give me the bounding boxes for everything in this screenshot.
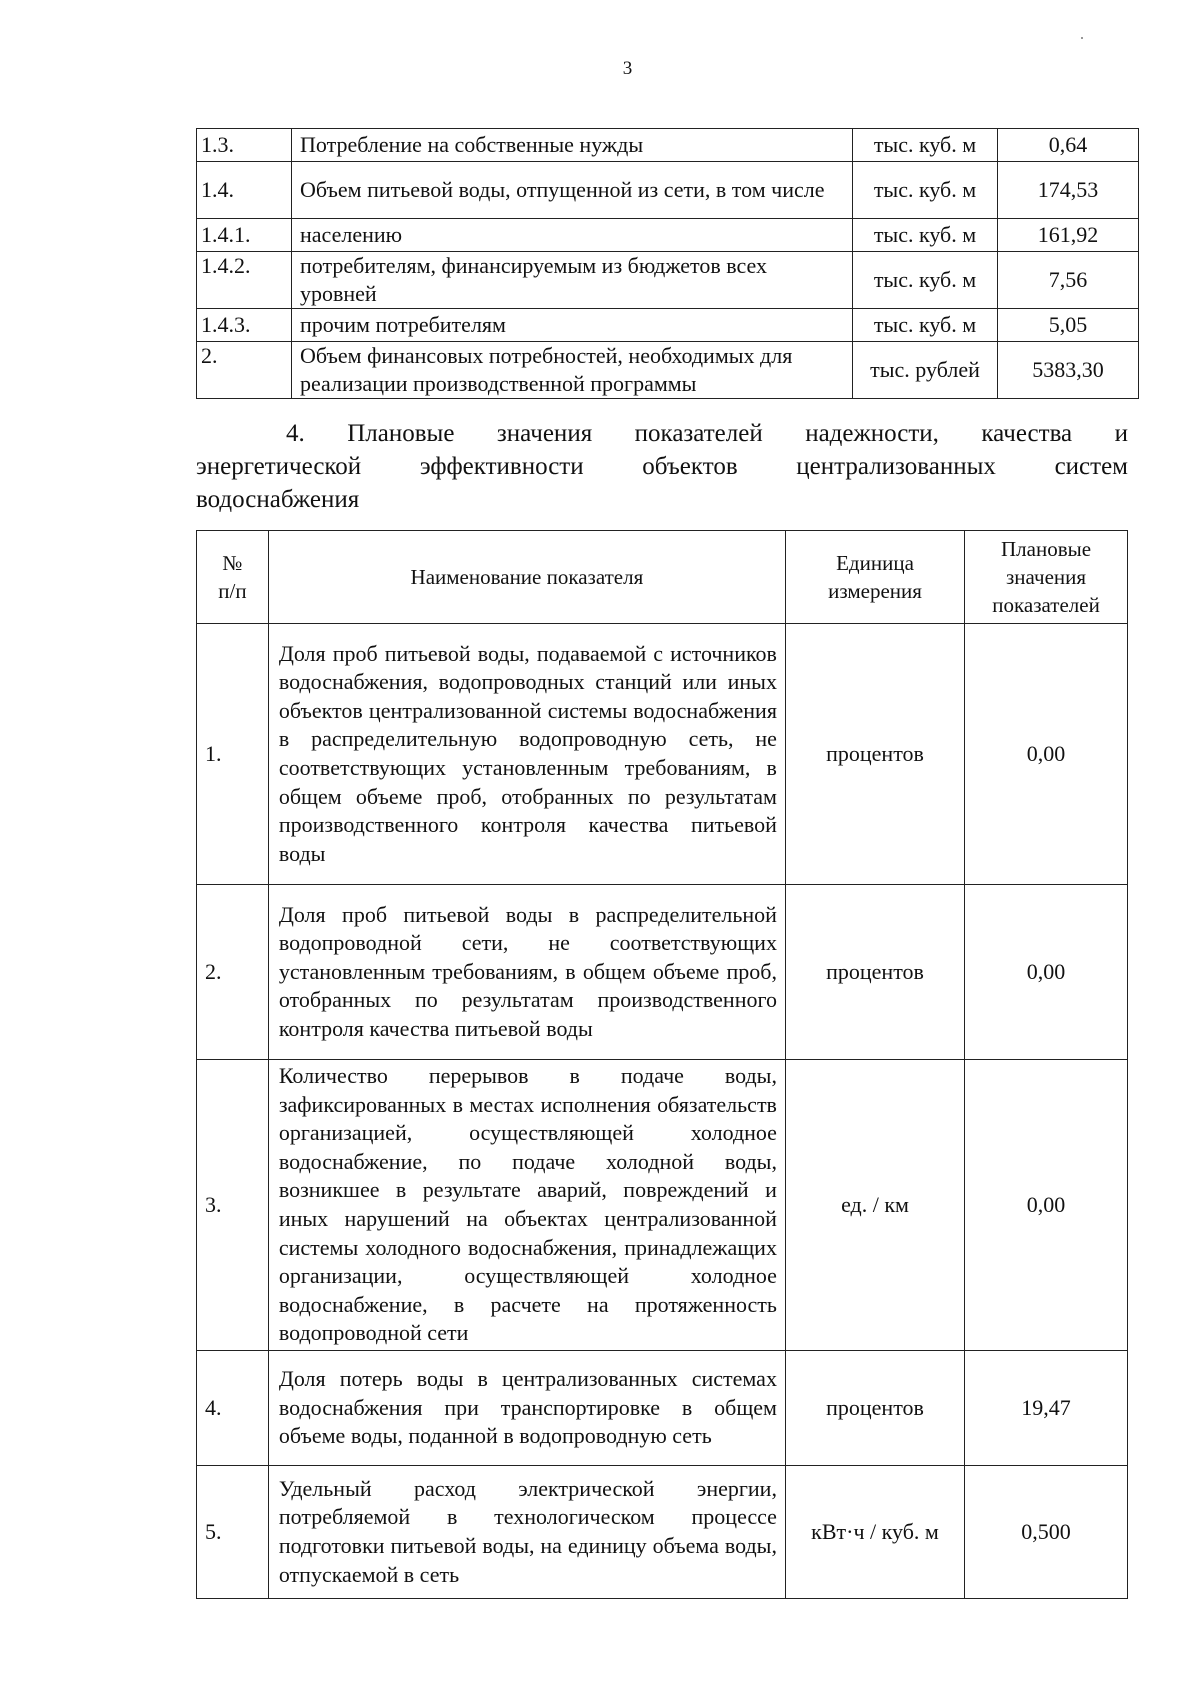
row-unit: тыс. куб. м bbox=[853, 252, 998, 309]
table-row bbox=[197, 342, 1139, 399]
row-number: 1.4. bbox=[197, 162, 292, 219]
row-name: потребителям, финансируемым из бюджетов всех уровней bbox=[292, 252, 853, 309]
row-value: 0,00 bbox=[965, 885, 1128, 1060]
table-row bbox=[197, 885, 1128, 1060]
row-value: 5,05 bbox=[998, 309, 1139, 342]
header-number: № п/п bbox=[197, 531, 269, 624]
row-name: прочим потребителям bbox=[292, 309, 853, 342]
row-value: 161,92 bbox=[998, 219, 1139, 252]
row-value: 0,00 bbox=[965, 624, 1128, 885]
section-heading bbox=[196, 417, 1128, 516]
row-value: 0,00 bbox=[965, 1060, 1128, 1351]
table-row bbox=[197, 219, 1139, 252]
header-name: Наименование показателя bbox=[268, 531, 785, 624]
row-name: Потребление на собственные нужды bbox=[292, 129, 853, 162]
row-number: 2. bbox=[197, 885, 269, 1060]
table-row bbox=[197, 1351, 1128, 1466]
row-unit: тыс. куб. м bbox=[853, 219, 998, 252]
scan-speck bbox=[1081, 37, 1083, 39]
row-name: Доля потерь воды в централизованных системах водоснабжения при транспортировке в общем объеме воды, поданной в водопроводную сеть bbox=[268, 1351, 785, 1466]
row-number: 1.4.2. bbox=[197, 252, 292, 309]
row-unit: процентов bbox=[785, 624, 964, 885]
header-value: Плановые значения показателей bbox=[965, 531, 1128, 624]
row-name: Удельный расход электрической энергии, потребляемой в технологическом процессе подготовки питьевой воды, на единицу объема воды, отпускаемой в сеть bbox=[268, 1466, 785, 1599]
row-value: 7,56 bbox=[998, 252, 1139, 309]
table-row bbox=[197, 624, 1128, 885]
row-value: 0,500 bbox=[965, 1466, 1128, 1599]
table-row bbox=[197, 1466, 1128, 1599]
indicators-table bbox=[196, 530, 1128, 1599]
page-number: 3 bbox=[622, 58, 633, 79]
row-number: 1.4.3. bbox=[197, 309, 292, 342]
table-header-row bbox=[197, 531, 1128, 624]
table-row bbox=[197, 162, 1139, 219]
row-unit: тыс. куб. м bbox=[853, 309, 998, 342]
row-number: 1.3. bbox=[197, 129, 292, 162]
table-row bbox=[197, 129, 1139, 162]
row-value: 0,64 bbox=[998, 129, 1139, 162]
row-name: Количество перерывов в подаче воды, зафиксированных в местах исполнения обязательств организацией, осуществляющей холодное водоснабжение, по подаче холодной воды, возникшее в результате аварий, повреждений и иных нарушений на объектах централизованной системы холодного водоснабжения, принадлежащих организации, осуществляющей холодное водоснабжение, в расчете на протяженность водопроводной сети bbox=[268, 1060, 785, 1351]
row-number: 3. bbox=[197, 1060, 269, 1351]
row-unit: тыс. куб. м bbox=[853, 162, 998, 219]
section-heading-line: 4. Плановые значения показателей надежности, качества и bbox=[286, 420, 1128, 447]
production-volume-table bbox=[196, 128, 1139, 399]
row-number: 4. bbox=[197, 1351, 269, 1466]
row-number: 1. bbox=[197, 624, 269, 885]
row-unit: тыс. куб. м bbox=[853, 129, 998, 162]
row-number: 5. bbox=[197, 1466, 269, 1599]
row-unit: процентов bbox=[785, 1351, 964, 1466]
table-row bbox=[197, 252, 1139, 309]
row-unit: кВт·ч / куб. м bbox=[785, 1466, 964, 1599]
header-unit: Единица измерения bbox=[785, 531, 964, 624]
row-number: 1.4.1. bbox=[197, 219, 292, 252]
row-number: 2. bbox=[197, 342, 292, 399]
row-name: Доля проб питьевой воды в распределительной водопроводной сети, не соответствующих установленным требованиям, в общем объеме проб, отобранных по результатам производственного контроля качества питьевой воды bbox=[268, 885, 785, 1060]
row-name: Объем финансовых потребностей, необходимых для реализации производственной программы bbox=[292, 342, 853, 399]
row-unit: ед. / км bbox=[785, 1060, 964, 1351]
table-row bbox=[197, 1060, 1128, 1351]
section-heading-line: водоснабжения bbox=[196, 486, 360, 513]
row-value: 174,53 bbox=[998, 162, 1139, 219]
row-unit: тыс. рублей bbox=[853, 342, 998, 399]
row-name: Доля проб питьевой воды, подаваемой с источников водоснабжения, водопроводных станций или иных объектов централизованной системы водоснабжения в распределительную водопроводную сеть, не соответствующих установленным требованиям, в общем объеме проб, отобранных по результатам производственного контроля качества питьевой воды bbox=[268, 624, 785, 885]
row-unit: процентов bbox=[785, 885, 964, 1060]
section-heading-line: энергетической эффективности объектов централизованных систем bbox=[196, 453, 1128, 480]
row-value: 5383,30 bbox=[998, 342, 1139, 399]
row-name: населению bbox=[292, 219, 853, 252]
row-value: 19,47 bbox=[965, 1351, 1128, 1466]
table-row bbox=[197, 309, 1139, 342]
row-name: Объем питьевой воды, отпущенной из сети, в том числе bbox=[292, 162, 853, 219]
